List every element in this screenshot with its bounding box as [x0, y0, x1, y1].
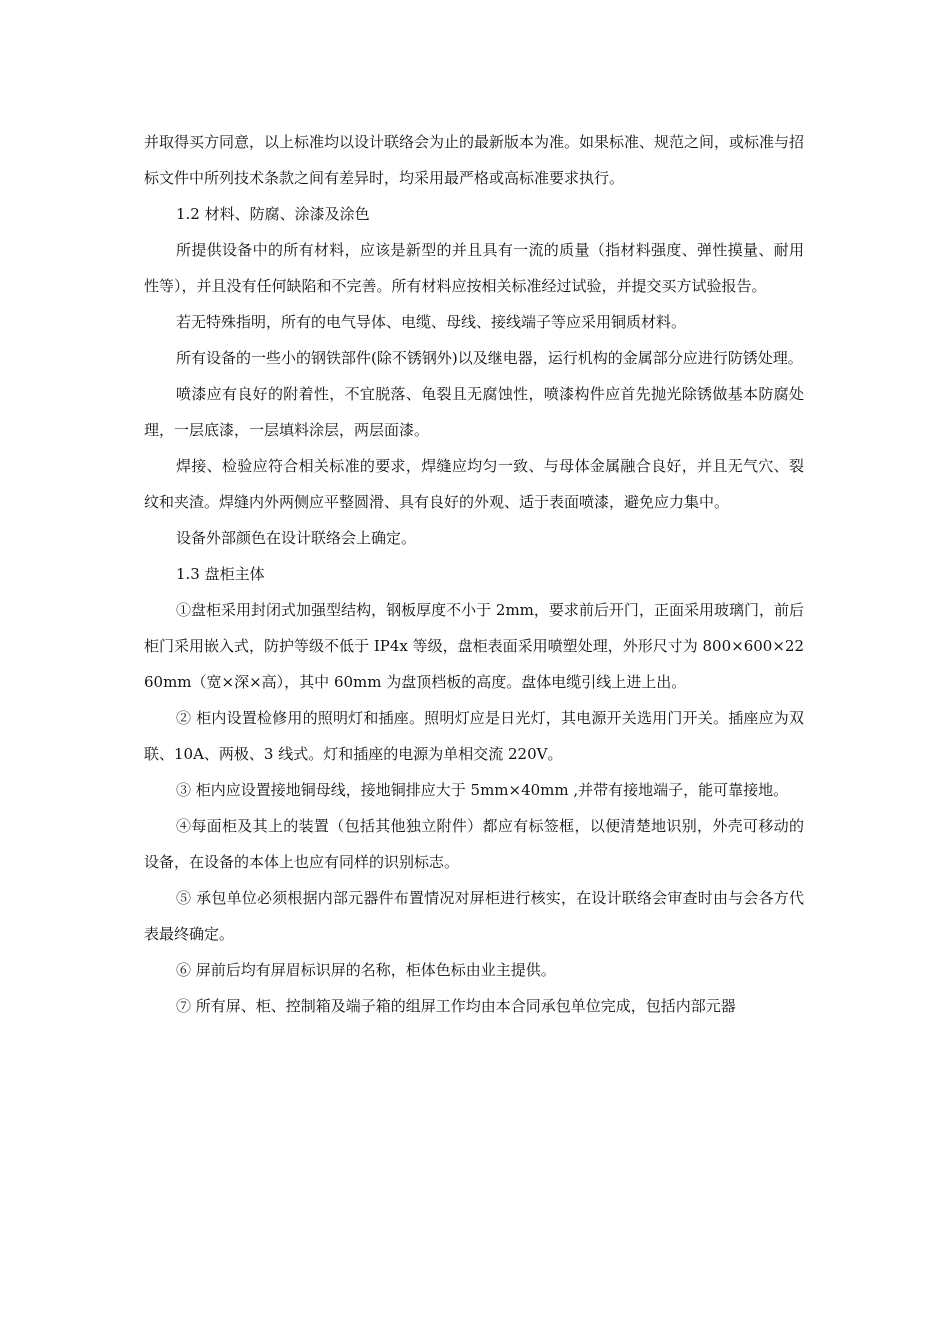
paragraph-item-4-labels: ④每面柜及其上的装置（包括其他独立附件）都应有标签框，以便清楚地识别，外壳可移动的设备，在设备的本体上也应有同样的识别标志。	[144, 817, 804, 871]
paragraph-rust-prevention: 所有设备的一些小的钢铁部件(除不锈钢外)以及继电器，运行机构的金属部分应进行防锈处理。	[176, 349, 803, 367]
paragraph-welding: 焊接、检验应符合相关标准的要求，焊缝应均匀一致、与母体金属融合良好，并且无气穴、裂纹和夹渣。焊缝内外两侧应平整圆滑、具有良好的外观、适于表面喷漆，避免应力集中。	[144, 457, 804, 511]
paragraph-materials-quality: 所提供设备中的所有材料，应该是新型的并且具有一流的质量（指材料强度、弹性摸量、耐用性等），并且没有任何缺陷和不完善。所有材料应按相关标准经过试验，并提交买方试验报告。	[144, 241, 804, 295]
paragraph-item-5-verification: ⑤ 承包单位必须根据内部元器件布置情况对屏柜进行核实，在设计联络会审查时由与会各方代表最终确定。	[144, 889, 804, 943]
paragraph-copper-materials: 若无特殊指明，所有的电气导体、电缆、母线、接线端子等应采用铜质材料。	[176, 313, 687, 331]
document-body	[144, 124, 804, 1024]
paragraph-paint-adhesion: 喷漆应有良好的附着性，不宜脱落、龟裂且无腐蚀性，喷漆构件应首先抛光除锈做基本防腐处理，一层底漆，一层填料涂层，两层面漆。	[144, 385, 804, 439]
section-heading-1-3: 1.3 盘柜主体	[176, 565, 265, 583]
section-heading-1-2: 1.2 材料、防腐、涂漆及涂色	[176, 205, 370, 223]
paragraph-standards-continuation: 并取得买方同意，以上标准均以设计联络会为止的最新版本为准。如果标准、规范之间，或标准与招标文件中所列技术条款之间有差异时，均采用最严格或高标准要求执行。	[144, 133, 805, 187]
paragraph-item-3-grounding: ③ 柜内应设置接地铜母线，接地铜排应大于 5mm×40mm ,并带有接地端子，能可靠接地。	[176, 781, 789, 799]
paragraph-item-6-nameplate: ⑥ 屏前后均有屏眉标识屏的名称，柜体色标由业主提供。	[176, 961, 556, 979]
paragraph-item-1-cabinet-structure: ①盘柜采用封闭式加强型结构，钢板厚度不小于 2mm，要求前后开门，正面采用玻璃门，前后柜门采用嵌入式，防护等级不低于 IP4x 等级，盘柜表面采用喷塑处理，外形尺寸为 800×600×2260mm（宽×深×高），其中 60mm 为盘顶档板的高度。盘体电缆引线上进上出。	[144, 601, 804, 691]
paragraph-item-2-lighting-socket: ② 柜内设置检修用的照明灯和插座。照明灯应是日光灯，其电源开关选用门开关。插座应为双联、10A、两极、3 线式。灯和插座的电源为单相交流 220V。	[144, 709, 804, 763]
paragraph-exterior-color: 设备外部颜色在设计联络会上确定。	[176, 529, 417, 547]
paragraph-item-7-assembly: ⑦ 所有屏、柜、控制箱及端子箱的组屏工作均由本合同承包单位完成，包括内部元器	[176, 997, 736, 1015]
